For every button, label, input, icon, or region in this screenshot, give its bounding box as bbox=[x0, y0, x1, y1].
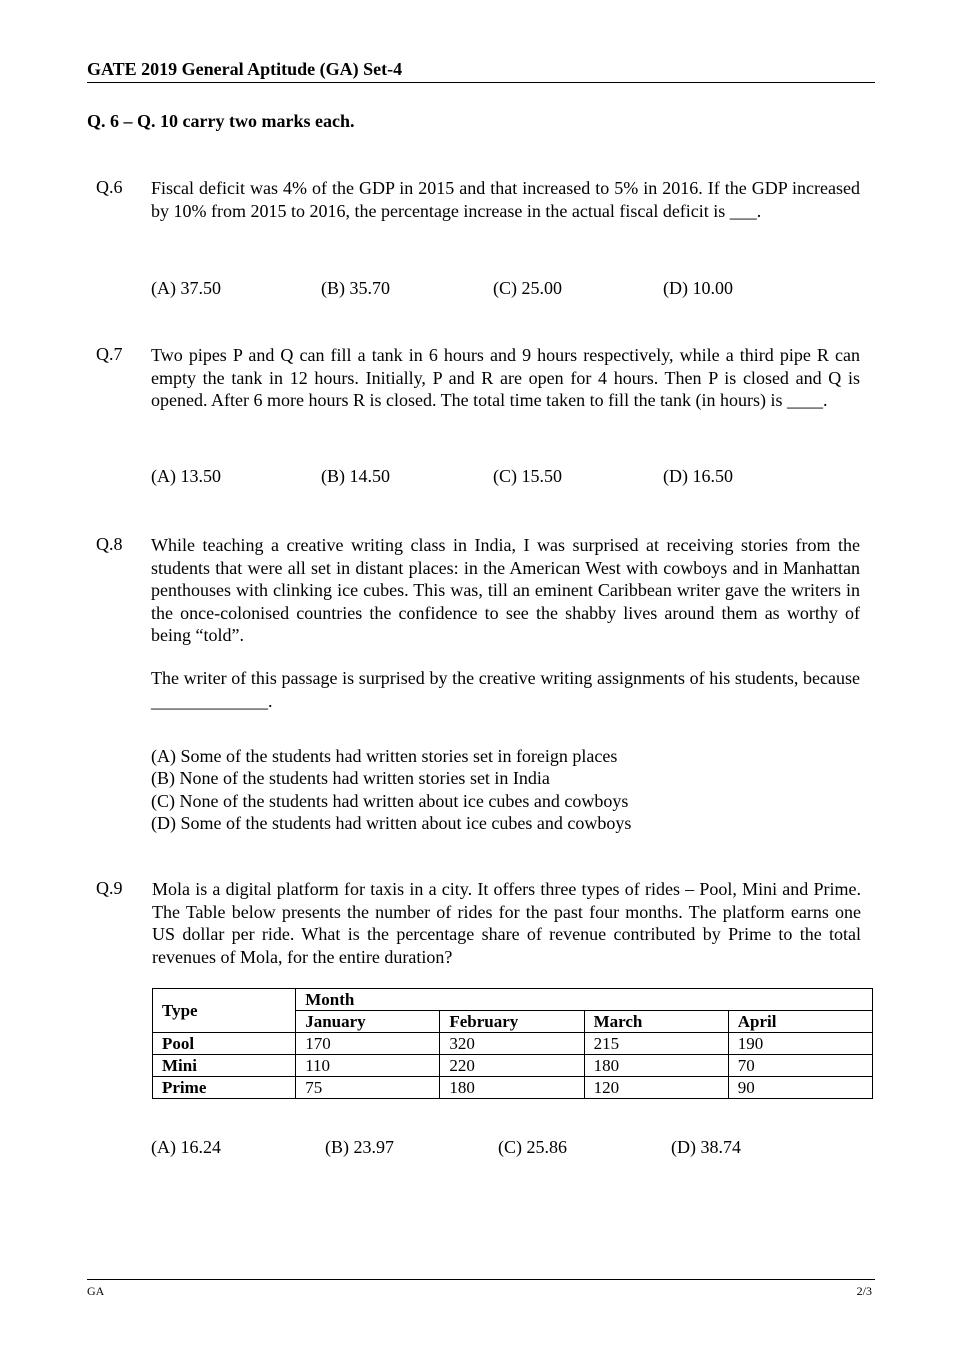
table-cell: 190 bbox=[728, 1033, 872, 1055]
rides-table bbox=[152, 988, 873, 1099]
table-cell: 120 bbox=[584, 1077, 728, 1099]
table-cell: 75 bbox=[296, 1077, 440, 1099]
table-row bbox=[153, 1033, 873, 1055]
table-cell: 180 bbox=[584, 1055, 728, 1077]
question-9-number: Q.9 bbox=[96, 878, 123, 898]
option-c: (C) 25.00 bbox=[493, 278, 562, 298]
option-c: (C) 25.86 bbox=[498, 1137, 567, 1157]
question-7-text: Two pipes P and Q can fill a tank in 6 hours and 9 hours respectively, while a third pipe R can empty the tank in 12 hours. Initially, P and R are open for 4 hours. Then P is closed and Q is opened. After 6 more hours R is closed. The total time taken to fill the tank (in hours) is ____. bbox=[151, 345, 860, 410]
option-b: (B) None of the students had written stories set in India bbox=[151, 768, 550, 789]
option-a: (A) 16.24 bbox=[151, 1137, 221, 1157]
table-row bbox=[153, 1077, 873, 1099]
table-row-label: Mini bbox=[153, 1055, 296, 1077]
option-b: (B) 23.97 bbox=[325, 1137, 394, 1157]
option-c: (C) None of the students had written about ice cubes and cowboys bbox=[151, 790, 629, 811]
option-d: (D) 38.74 bbox=[671, 1137, 741, 1157]
question-8-options bbox=[151, 745, 631, 834]
table-cell: 70 bbox=[728, 1055, 872, 1077]
table-header-cell: March bbox=[584, 1011, 728, 1033]
option-b: (B) 14.50 bbox=[321, 466, 390, 486]
table-header-type: Type bbox=[153, 989, 296, 1033]
question-9-options bbox=[151, 1137, 860, 1161]
table-row bbox=[153, 1055, 873, 1077]
table-header-cell: January bbox=[296, 1011, 440, 1033]
table-header-cell: February bbox=[440, 1011, 584, 1033]
option-c: (C) 15.50 bbox=[493, 466, 562, 486]
option-a: (A) 13.50 bbox=[151, 466, 221, 486]
page-number: 2/3 bbox=[856, 1284, 872, 1298]
footer-divider bbox=[87, 1279, 875, 1280]
question-8-number: Q.8 bbox=[96, 534, 123, 554]
option-d: (D) Some of the students had written about ice cubes and cowboys bbox=[151, 812, 632, 833]
question-9-text: Mola is a digital platform for taxis in a city. It offers three types of rides – Pool, Mini and Prime. The Table below presents the number of rides for the past four months. The platform earns one US dollar per ride. What is the percentage share of revenue contributed by Prime to the total revenues of Mola, for the entire duration? bbox=[152, 879, 861, 967]
question-7-options bbox=[151, 466, 860, 490]
table-cell: 220 bbox=[440, 1055, 584, 1077]
table-row-label: Pool bbox=[153, 1033, 296, 1055]
table-cell: 110 bbox=[296, 1055, 440, 1077]
section-title: Q. 6 – Q. 10 carry two marks each. bbox=[87, 111, 355, 131]
question-7-number: Q.7 bbox=[96, 344, 123, 364]
option-b: (B) 35.70 bbox=[321, 278, 390, 298]
page-header-title: GATE 2019 General Aptitude (GA) Set-4 bbox=[87, 59, 875, 83]
footer-label: GA bbox=[87, 1284, 105, 1298]
table-header-row bbox=[153, 989, 873, 1011]
table-cell: 170 bbox=[296, 1033, 440, 1055]
question-6-options bbox=[151, 278, 860, 302]
question-8-passage: While teaching a creative writing class in India, I was surprised at receiving stories from the students that were all set in distant places: in the American West with cowboys and in Manhattan penthouses with clinking ice cubes. This was, till an eminent Caribbean writer gave the writers in the once-colonised countries the confidence to see the shabby lives around them as worthy of being “told”. bbox=[151, 535, 860, 645]
question-6-text: Fiscal deficit was 4% of the GDP in 2015 and that increased to 5% in 2016. If the GDP increased by 10% from 2015 to 2016, the percentage increase in the actual fiscal deficit is ___. bbox=[151, 178, 860, 221]
question-6-number: Q.6 bbox=[96, 177, 123, 197]
table-cell: 215 bbox=[584, 1033, 728, 1055]
table-header-cell: April bbox=[728, 1011, 872, 1033]
table-row-label: Prime bbox=[153, 1077, 296, 1099]
option-a: (A) 37.50 bbox=[151, 278, 221, 298]
table-cell: 180 bbox=[440, 1077, 584, 1099]
option-a: (A) Some of the students had written stories set in foreign places bbox=[151, 746, 618, 766]
table-cell: 320 bbox=[440, 1033, 584, 1055]
question-8-text: The writer of this passage is surprised by the creative writing assignments of his students, because _____________. bbox=[151, 668, 860, 711]
table-cell: 90 bbox=[728, 1077, 872, 1099]
option-d: (D) 10.00 bbox=[663, 278, 733, 298]
table-header-month: Month bbox=[296, 989, 873, 1011]
option-d: (D) 16.50 bbox=[663, 466, 733, 486]
